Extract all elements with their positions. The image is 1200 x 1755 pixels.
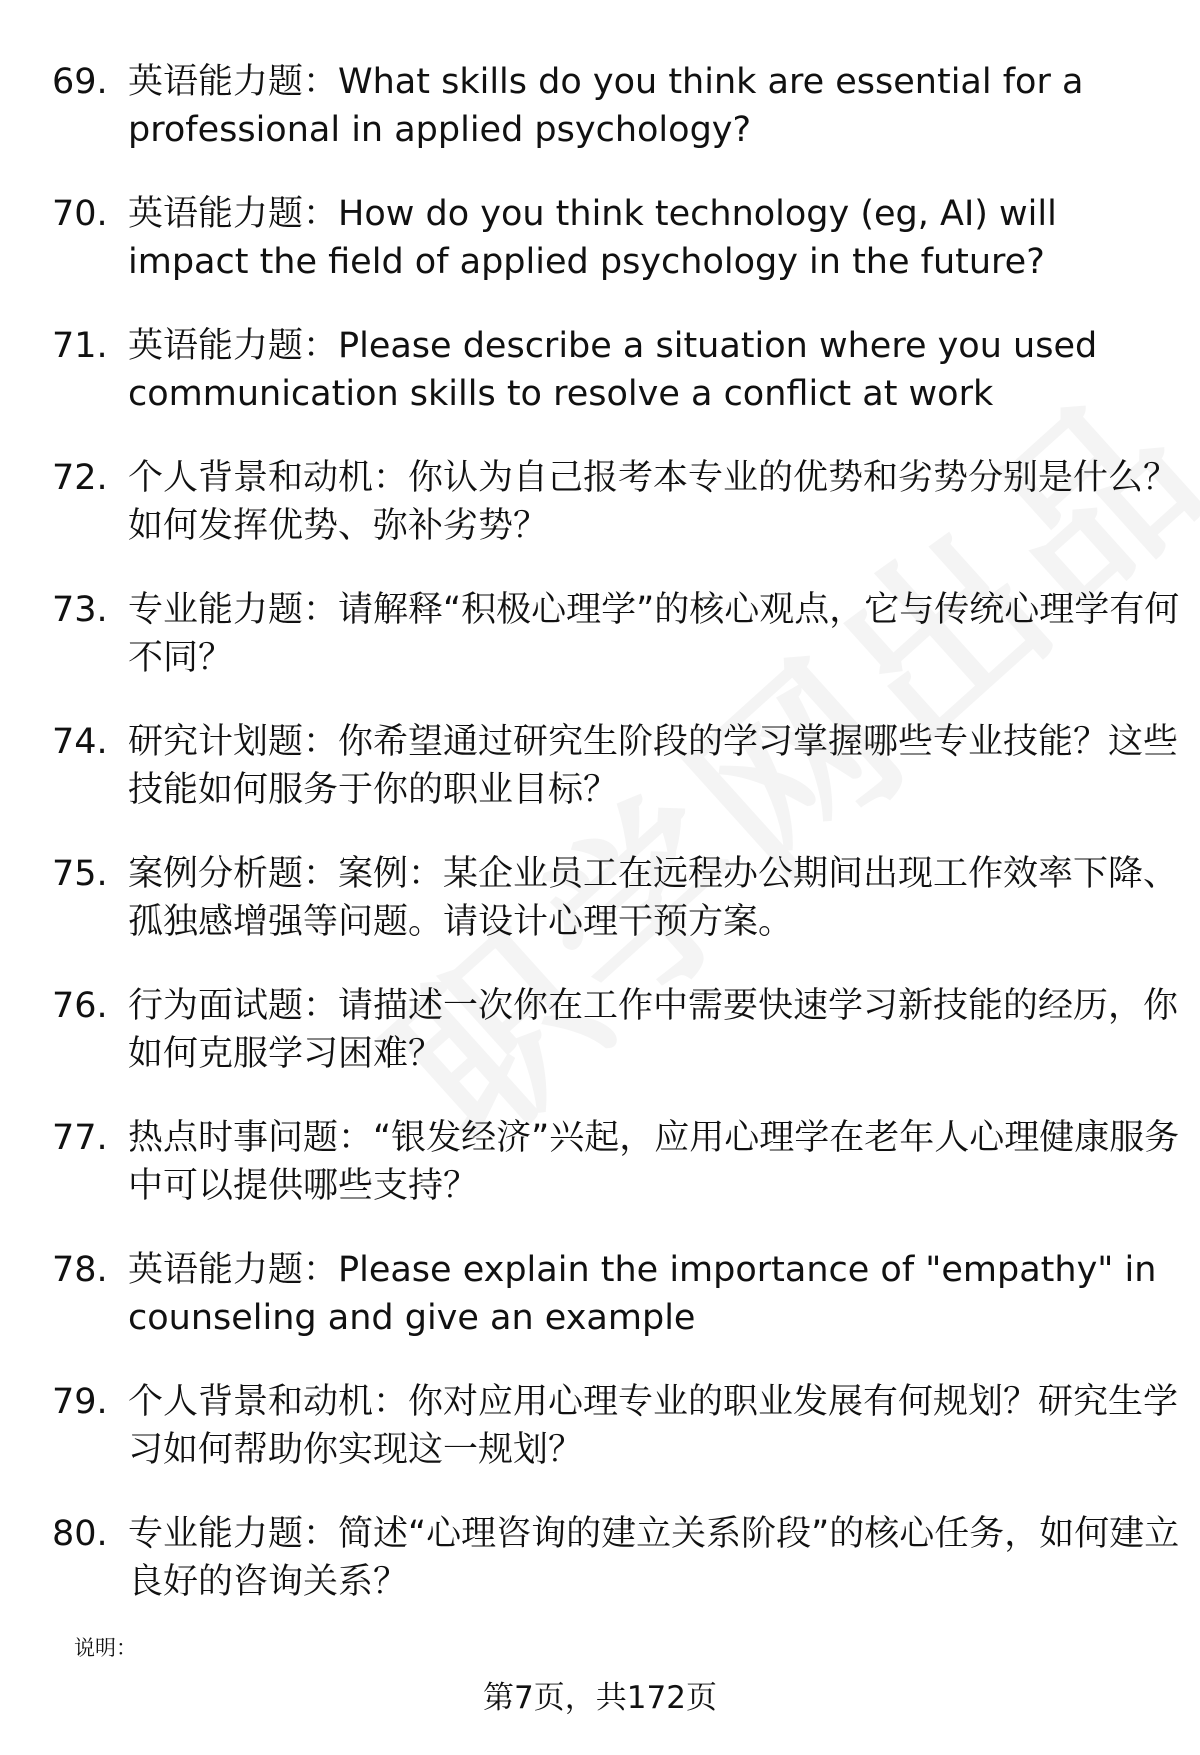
question-number: 70. xyxy=(52,194,108,234)
question-number: 80. xyxy=(52,1514,108,1554)
list-item xyxy=(52,58,1152,154)
question-number: 79. xyxy=(52,1382,108,1422)
question-number: 75. xyxy=(52,854,108,894)
question-text: 专业能力题：简述“心理咨询的建立关系阶段”的核心任务，如何建立良好的咨询关系？ xyxy=(128,1514,1180,1602)
question-number: 73. xyxy=(52,590,108,630)
question-text: 英语能力题：Please explain the importance of "empathy" in counseling and give an example xyxy=(128,1250,1157,1338)
question-text: 案例分析题：案例：某企业员工在远程办公期间出现工作效率下降、孤独感增强等问题。请设计心理干预方案。 xyxy=(128,854,1179,942)
list-item xyxy=(52,1510,1180,1606)
question-number: 77. xyxy=(52,1118,108,1158)
question-number: 76. xyxy=(52,986,108,1026)
note-label: 说明： xyxy=(74,1636,137,1660)
list-item xyxy=(52,982,1179,1078)
list-item xyxy=(52,1114,1180,1210)
question-text: 英语能力题：What skills do you think are essential for a professional in applied psychology? xyxy=(128,62,1084,150)
list-item xyxy=(52,190,1152,286)
question-text: 专业能力题：请解释“积极心理学”的核心观点，它与传统心理学有何不同？ xyxy=(128,590,1180,678)
question-list xyxy=(52,58,1180,1642)
question-text: 英语能力题：Please describe a situation where you used communication skills to resolve a conflict at work xyxy=(128,326,1098,414)
list-item xyxy=(52,1378,1179,1474)
question-text: 行为面试题：请描述一次你在工作中需要快速学习新技能的经历，你如何克服学习困难？ xyxy=(128,986,1179,1074)
list-item xyxy=(52,322,1152,418)
question-number: 72. xyxy=(52,458,108,498)
question-text: 研究计划题：你希望通过研究生阶段的学习掌握哪些专业技能？这些技能如何服务于你的职业目标？ xyxy=(128,722,1179,810)
list-item xyxy=(52,586,1180,682)
question-text: 英语能力题：How do you think technology (eg, AI) will impact the field of applied psychology in the future? xyxy=(128,194,1057,282)
list-item xyxy=(52,1246,1157,1342)
question-text: 个人背景和动机：你对应用心理专业的职业发展有何规划？研究生学习如何帮助你实现这一规划？ xyxy=(128,1382,1179,1470)
page-footer: 第7页，共172页 xyxy=(483,1680,717,1716)
list-item xyxy=(52,454,1179,550)
question-number: 69. xyxy=(52,62,108,102)
question-text: 热点时事问题：“银发经济”兴起，应用心理学在老年人心理健康服务中可以提供哪些支持？ xyxy=(128,1118,1180,1206)
question-number: 78. xyxy=(52,1250,108,1290)
question-number: 71. xyxy=(52,326,108,366)
list-item xyxy=(52,850,1179,946)
question-text: 个人背景和动机：你认为自己报考本专业的优势和劣势分别是什么？如何发挥优势、弥补劣势？ xyxy=(128,458,1179,546)
question-number: 74. xyxy=(52,722,108,762)
list-item xyxy=(52,718,1179,814)
